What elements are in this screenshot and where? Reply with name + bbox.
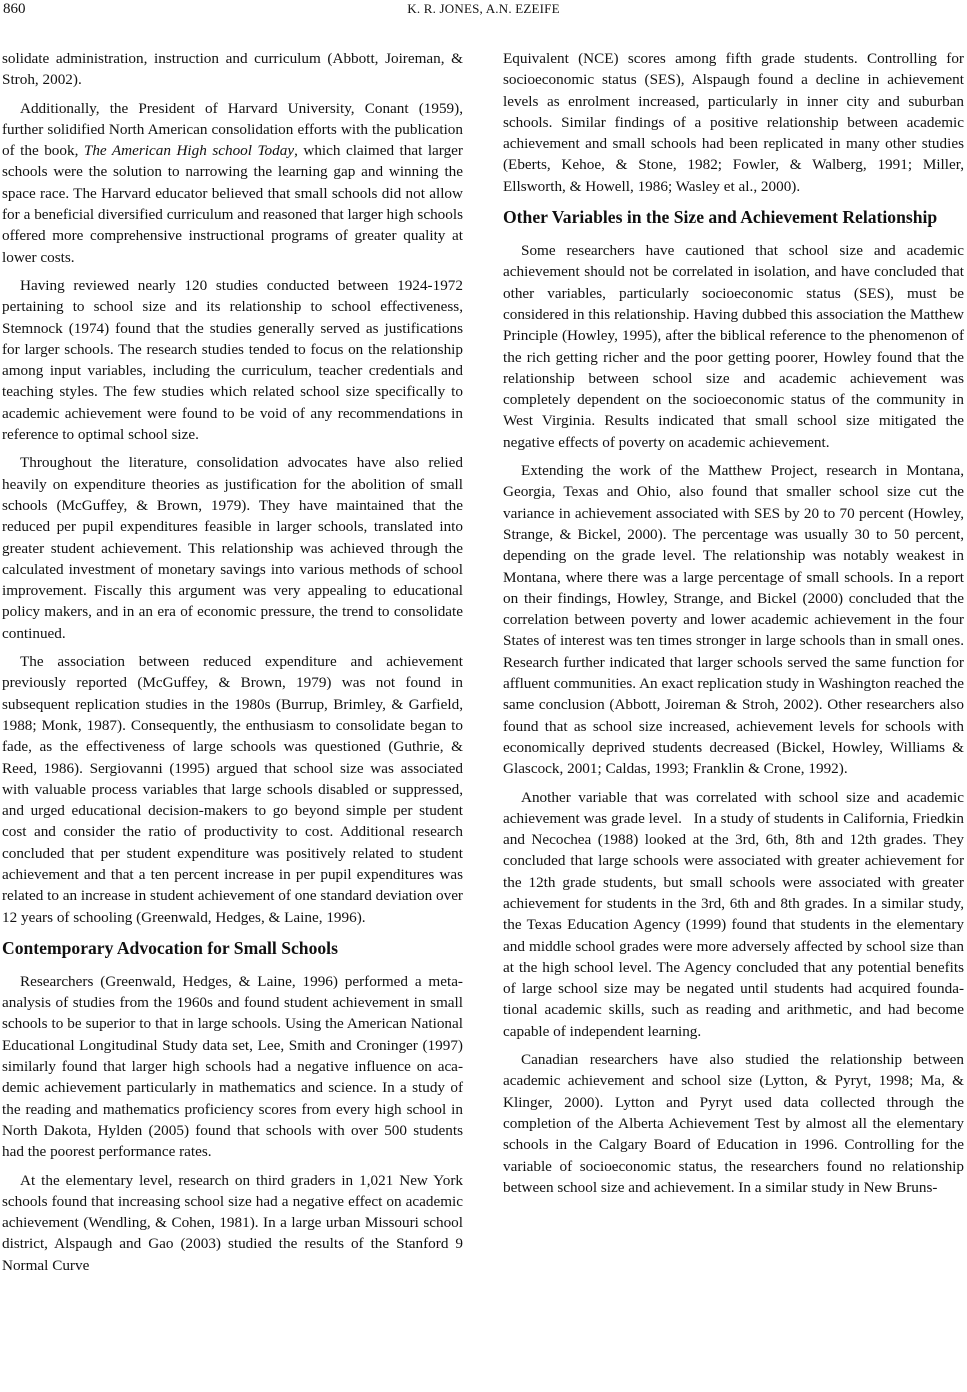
paragraph: Equivalent (NCE) scores among fifth grade students. Controlling for socioeconomic status (SES), Alspaugh found a decline in achievement levels as enrolment increased, particularly in inner city and suburban schools. Similar findings of a positive relationship between academic achievement and small schools had been replicated in many other studies (Eberts, Kehoe, & Stone, 1982; Fowler, & Walberg, 1991; Miller, Ellsworth, & Howell, 1986; Wasley et al., 2000). [503, 50, 964, 195]
page-header [0, 0, 967, 24]
paragraph: At the elementary level, research on third graders in 1,021 New York schools found that increasing school size had a negative effect on academic achievement (Wendling, & Cohen, 1981). In a large urban Missouri school district, Alspaugh and Gao (2003) studied the results of the Stanford 9 Normal Curve [2, 1171, 463, 1274]
paragraph: Some researchers have cautioned that school size and academic achievement should not be correlated in isolation, and have concluded that other variables, particularly socioeconomic status (SES), must be considered in this relationship. Having dubbed this association the Matthew Principle (Howley, 1995), after the biblical reference to the phenomenon of the rich getting richer and the poor getting poorer, Howley found that the relationship between school size and academic achievement was completely dependent on the socioeconomic status of the community in West Virginia. Results indicated that small school size mitigated the negative effects of poverty on academic achievement. [503, 242, 964, 451]
section-heading: Contemporary Advocation for Small Schools [2, 937, 338, 958]
right-column [503, 48, 964, 1205]
paragraph [2, 98, 463, 268]
paragraph: solidate administration, instruction and curriculum (Abbott, Joireman, & Stroh, 2002). [2, 50, 463, 89]
book-title: The American High school Today [83, 142, 295, 160]
paragraph: Having reviewed nearly 120 studies conducted between 1924-1972 pertaining to school size and its relationship to school effectiveness, Stemnock (1974) found that the studies generally served as justifications for larger schools. The research studies tended to focus on the relationship among input variables, including the curriculum, teacher credentials and teaching styles. The few studies which related school size specifically to academic achievement were found to be void of any recommendations in reference to optimal school size. [2, 276, 463, 444]
paragraph: Researchers (Greenwald, Hedges, & Laine, 1996) performed a meta-analysis of studies from the 1960s and found student achievement in small schools to be superior to that in large schools. Using the American National Educational Longitudinal Study data set, Lee, Smith and Croninger (1997) similarly found that larger high schools had a negative influence on academic achievement particularly in mathematics and science. In a study of the reading and mathematics proficiency scores from every high school in North Dakota, Hylden (2005) found that schools with over 500 students had the poorest performance rates. [2, 972, 463, 1161]
paragraph: The association between reduced expenditure and achievement previously reported (McGuffey, & Brown, 1979) was not found in subsequent replication studies in the 1980s (Burrup, Brimley, & Garfield, 1988; Monk, 1987). Consequently, the enthusiasm to consolidate began to fade, as the effectiveness of large schools was questioned (Guthrie, & Reed, 1986). Sergiovanni (1995) argued that school size was associated with valuable process variables that large schools disabled or suppressed, and urged educational decision-makers to go beyond simple per student cost and consider the ratio of productivity to cost. Additional research concluded that per student expenditure was positively related to student achievement and that a ten percent increase in per pupil expenditures was related to an increase in student achievement of one standard deviation over 12 years of schooling (Greenwald, Hedges, & Laine, 1996). [2, 653, 463, 926]
paragraph: Another variable that was correlated with school size and academic achievement was grade level. In a study of students in California, Friedkin and Necochea (1988) looked at the 3rd, 6th, 8th and 12th grades. They concluded that large schools were associated with greater achievement for the 12th grade students, but small schools were associated with greater achievement for students in the 3rd, 6th and 8th grades. In a similar study, the Texas Education Agency (1999) found that students in the elementary and middle school grades were more adversely affected by school size than at the high school level. The Agency concluded that any potential benefits of large school size may be negated until students had acquired foundational academic skills, such as reading and arithmetic, and had become capable of independent learning. [503, 788, 964, 1040]
left-column [2, 48, 463, 1283]
paragraph: Throughout the literature, consolidation advocates have also relied heavily on expenditure theories as justification for the abolition of small schools (McGuffey, & Brown, 1979). They have maintained that the reduced per pupil expenditures feasible in larger schools, translated into greater student achievement. This relationship was achieved through the calculated investment of monetary savings into various methods of school improvement. Fiscally this argument was very appealing to educational policy makers, and in an era of economic pressure, the trend to consolidate continued. [2, 454, 463, 642]
page-number: 860 [3, 1, 26, 17]
paragraph-text: , which claimed that larger schools were the solution to narrowing the learning gap and winning the space race. The Harvard educator believed that small schools did not allow for a beneficial diversified curriculum and reasoned that larger high schools offered more comprehensive instructional programs of greater quality at lower costs. [2, 142, 463, 266]
section-heading: Other Variables in the Size and Achievement Relationship [503, 207, 938, 228]
running-head: K. R. JONES, A.N. EZEIFE [407, 1, 560, 16]
paragraph: Canadian researchers have also studied the relationship between academic achievement and school size (Lytton, & Pyryt, 1998; Ma, & Klinger, 2000). Lytton and Pyryt used data collected through the completion of the Alberta Achievement Test by almost all the elementary schools in the Calgary Board of Education in 1996. Controlling for the variable of socioeconomic status, the researchers found no relationship between school size and achievement. In a similar study in New Bruns- [503, 1051, 964, 1196]
paragraph-text: Additionally, the President of Harvard University, Conant (1959), further solidified North American consolidation efforts with the publication of the book, [2, 99, 463, 160]
paragraph: Extending the work of the Matthew Project, research in Montana, Georgia, Texas and Ohio, also found that smaller school size cut the variance in achievement associated with SES by 20 to 70 percent (Howley, Strange, & Bickel, 2000). The percentage was usually 30 to 50 percent, depending on the grade level. The relationship was notably weakest in Montana, where there was a large percentage of small schools. In a report on their findings, Howley, Strange, and Bickel (2000) concluded that the correlation between poverty and lower academic achievement in the four States of interest was ten times stronger in large schools than in small ones. Research further indicated that larger schools served the same function for affluent communities. An exact replication study in Washington reached the same conclusion (Abbott, Joireman & Stroh, 2002). Other researchers also found that as school size increased, achievement levels for schools with economically deprived students decreased (Bickel, Howley, Williams & Glascock, 2001; Caldas, 1993; Franklin & Crone, 1992). [503, 462, 964, 778]
